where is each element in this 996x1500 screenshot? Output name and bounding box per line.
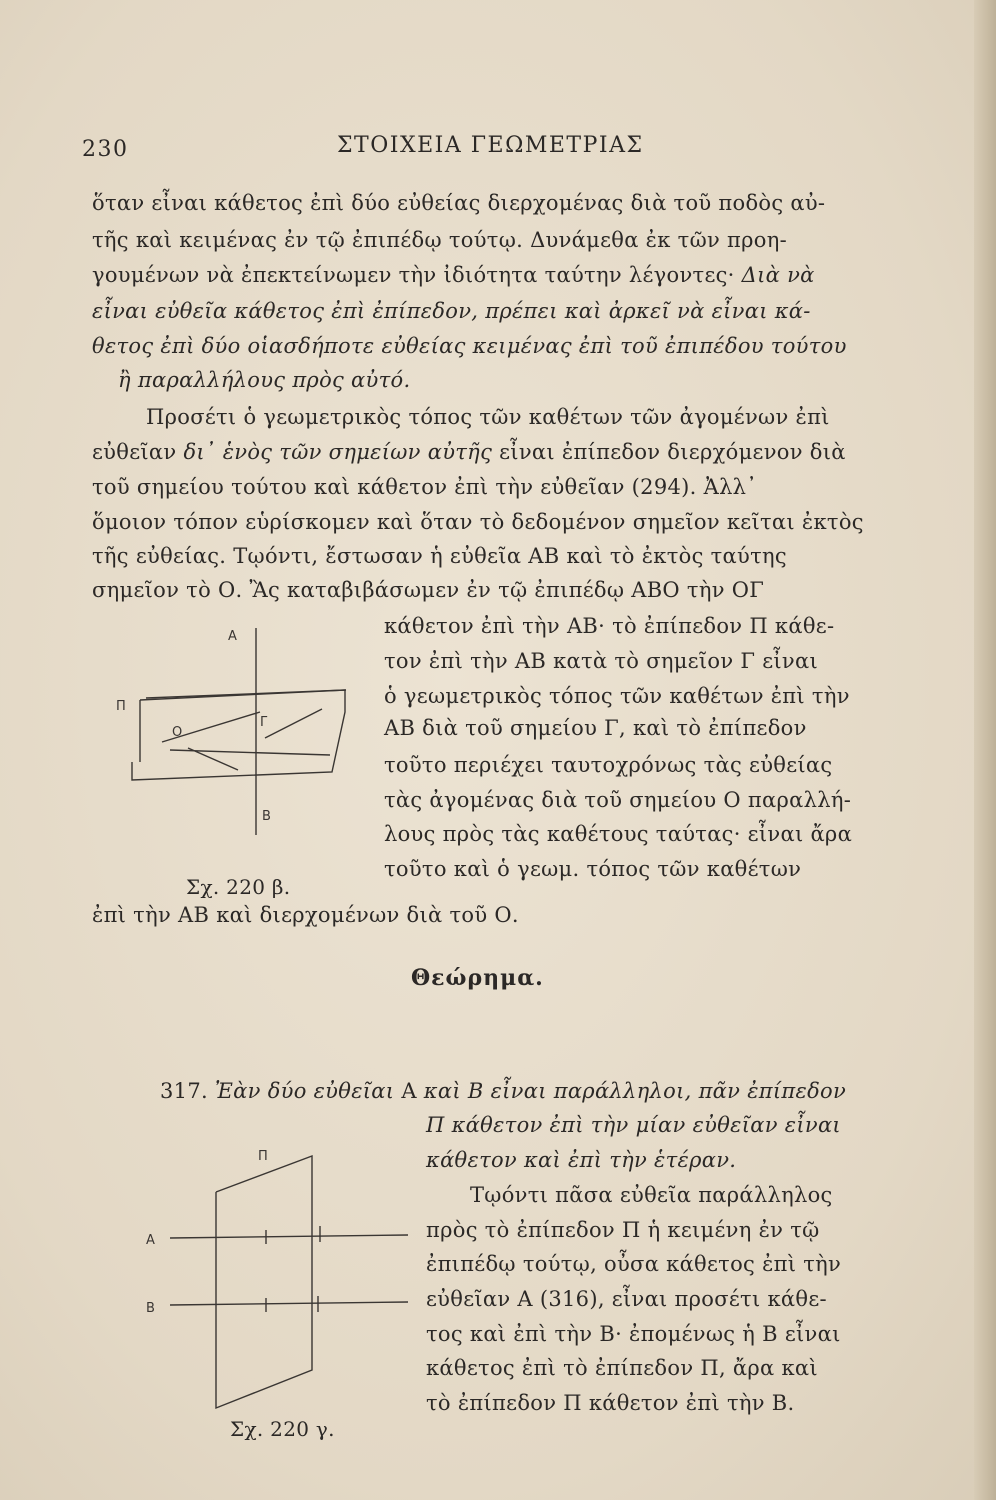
section-title: Θεώρημα. [411,965,544,991]
text-line: σημεῖον τὸ Ο. Ἂς καταβιβάσωμεν ἐν τῷ ἐπιπέδῳ ΑΒΟ τὴν ΟΓ [92,578,765,602]
text-line: τὰς ἀγομένας διὰ τοῦ σημείου Ο παραλλή- [384,788,852,812]
plane-p-outline [216,1156,312,1408]
figure-caption: Σχ. 220 β. [186,875,291,899]
text-line: τον ἐπὶ τὴν ΑΒ κατὰ τὸ σημεῖον Γ εἶναι [384,649,819,673]
text-span-italic: Ἐὰν δύο εὐθεῖαι [214,1079,395,1103]
text-span-italic: εἶναι παράλληλοι, πᾶν ἐπίπεδον [490,1079,847,1103]
text-span: Α [401,1079,417,1103]
text-line [92,439,846,465]
proof-line: ἐπιπέδῳ τούτῳ, οὖσα κάθετος ἐπὶ τὴν [426,1252,842,1276]
line-parallel [265,709,322,738]
text-line: θετος ἐπὶ δύο οἱασδήποτε εὐθείας κειμένας ἐπὶ τοῦ ἐπιπέδου τούτου [92,334,847,358]
proof-line: τος καὶ ἐπὶ τὴν Β· ἐπομένως ἡ Β εἶναι [426,1322,841,1346]
label-p: Π [258,1149,268,1164]
label-p: Π [116,699,126,714]
proof-line: τὸ ἐπίπεδον Π κάθετον ἐπὶ τὴν Β. [426,1391,795,1415]
text-line: κάθετον ἐπὶ τὴν ΑΒ· τὸ ἐπίπεδον Π κάθε- [384,614,835,638]
line-a [170,1235,408,1238]
text-line: ἢ παραλλήλους πρὸς αὐτό. [118,368,411,392]
text-span-italic: καὶ [423,1079,461,1103]
figure-caption: Σχ. 220 γ. [230,1417,335,1441]
proof-line: κάθετος ἐπὶ τὸ ἐπίπεδον Π, ἄρα καὶ [426,1356,818,1380]
theorem-line: κάθετον καὶ ἐπὶ τὴν ἑτέραν. [426,1148,737,1172]
label-g: Γ [260,715,268,730]
figure-220g [140,1140,400,1430]
text-span: γουμένων νὰ ἐπεκτείνωμεν τὴν ἰδιότητα ταύτην λέγοντες· [92,263,735,287]
text-line: τοῦ σημείου τούτου καὶ κάθετον ἐπὶ τὴν εὐθεῖαν (294). Ἀλλ᾽ [92,475,758,499]
text-line: ὅμοιον τόπον εὑρίσκομεν καὶ ὅταν τὸ δεδομένον σημεῖον κεῖται ἐκτὸς [92,510,864,534]
text-line: λους πρὸς τὰς καθέτους ταύτας· εἶναι ἄρα [384,822,853,846]
theorem-number: 317. [160,1079,208,1103]
text-line: ἐπὶ τὴν ΑΒ καὶ διερχομένων διὰ τοῦ Ο. [92,903,519,927]
proof-line: εὐθεῖαν Α (316), εἶναι προσέτι κάθε- [426,1287,827,1311]
text-line: εἶναι εὐθεῖα κάθετος ἐπὶ ἐπίπεδον, πρέπει καὶ ἀρκεῖ νὰ εἶναι κά- [92,299,811,323]
line-inner-2 [170,750,330,755]
text-line: Προσέτι ὁ γεωμετρικὸς τόπος τῶν καθέτων τῶν ἀγομένων ἐπὶ [146,405,830,429]
page-number: 230 [82,137,129,162]
page-edge [974,0,996,1500]
proof-line: Τῳόντι πᾶσα εὐθεῖα παράλληλος [470,1183,833,1207]
text-line: τοῦτο καὶ ὁ γεωμ. τόπος τῶν καθέτων [384,857,802,881]
text-line: τῆς εὐθείας. Τῳόντι, ἔστωσαν ἡ εὐθεῖα ΑΒ καὶ τὸ ἐκτὸς ταύτης [92,544,787,568]
label-a: A [228,629,237,644]
plane-top [146,690,346,698]
text-span: εὐθεῖαν [92,440,177,464]
text-line: τοῦτο περιέχει ταυτοχρόνως τὰς εὐθείας [384,753,833,777]
text-line: τῆς καὶ κειμένας ἐν τῷ ἐπιπέδῳ τούτῳ. Δυνάμεθα ἐκ τῶν προη- [92,228,788,252]
text-line: ΑΒ διὰ τοῦ σημείου Γ, καὶ τὸ ἐπίπεδον [384,716,807,740]
label-b: B [146,1301,155,1316]
label-a: A [146,1233,155,1248]
text-line [92,262,815,288]
proof-line: πρὸς τὸ ἐπίπεδον Π ἡ κειμένη ἐν τῷ [426,1218,820,1242]
label-o: O [172,725,183,740]
text-span: εἶναι ἐπίπεδον διερχόμενον διὰ [499,440,846,464]
line-b [170,1302,408,1305]
plane-p-outline [132,690,345,780]
text-span-italic: δι᾽ ἑνὸς τῶν σημείων αὐτῆς [183,440,493,464]
text-line: ὁ γεωμετρικὸς τόπος τῶν καθέτων ἐπὶ τὴν [384,684,850,708]
theorem-line: Π κάθετον ἐπὶ τὴν μίαν εὐθεῖαν εἶναι [426,1113,841,1137]
running-title: ΣΤΟΙΧΕΙΑ ΓΕΩΜΕΤΡΙΑΣ [337,133,644,158]
figure-220b [110,620,370,850]
text-span-italic: Β [467,1079,484,1103]
text-span-italic: Διὰ νὰ [741,263,815,287]
label-b: B [262,809,271,824]
text-line: ὅταν εἶναι κάθετος ἐπὶ δύο εὐθείας διερχομένας διὰ τοῦ ποδὸς αὐ- [92,191,826,215]
theorem-line [160,1078,846,1104]
